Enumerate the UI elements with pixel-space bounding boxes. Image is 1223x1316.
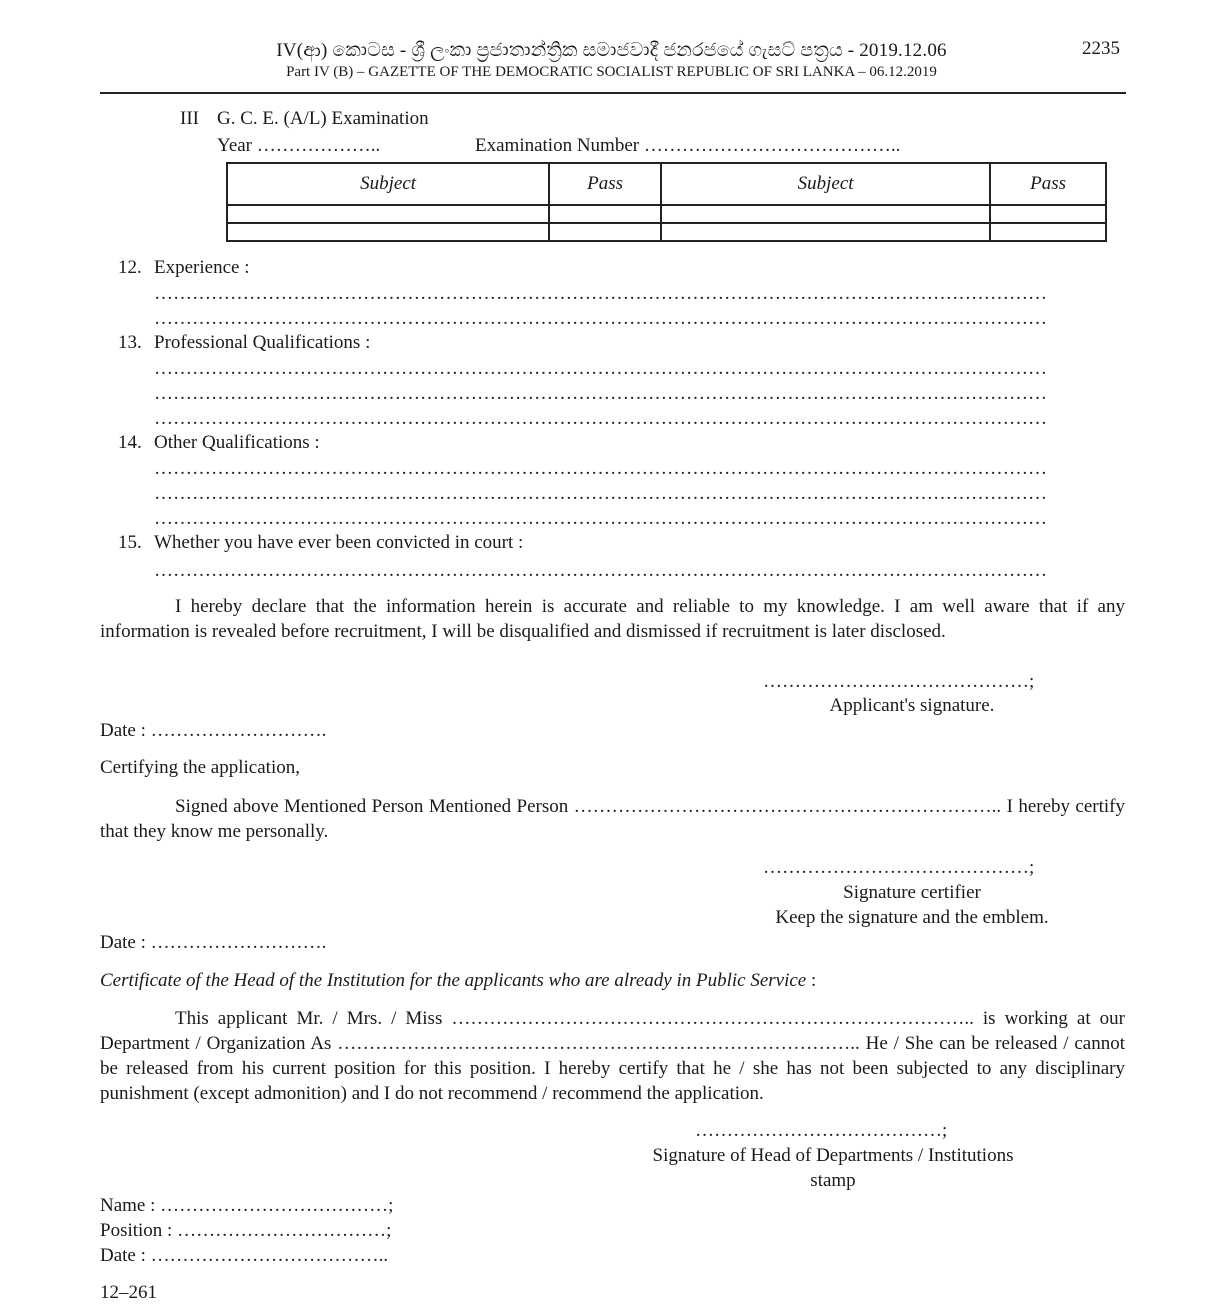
table-row [227, 223, 1106, 241]
table-cell[interactable] [990, 205, 1106, 223]
column-header-pass: Pass [549, 163, 661, 205]
header-divider [100, 92, 1126, 94]
head-certificate-paragraph [100, 1006, 1125, 1106]
section-13-number: 13. [118, 332, 142, 353]
section-14-number: 14. [118, 432, 142, 453]
table-cell[interactable] [227, 205, 549, 223]
certifier-signature-label: Signature certifier [843, 882, 981, 903]
head-certificate-heading-text: Certificate of the Head of the Institution for the applicants who are already in Public Service [100, 970, 807, 991]
professional-line[interactable]: …………………………………………………………………………………………………………………………… [154, 408, 1047, 429]
column-header-subject: Subject [227, 163, 549, 205]
table-row [227, 205, 1106, 223]
applicant-signature-line[interactable]: ……………………………………; [763, 671, 1035, 692]
professional-qualifications-label: Professional Qualifications : [154, 332, 371, 353]
section-12-number: 12. [118, 257, 142, 278]
professional-line[interactable]: …………………………………………………………………………………………………………………………… [154, 358, 1047, 379]
gce-al-year-field: Year ……………….. [217, 135, 381, 156]
table-cell[interactable] [549, 205, 661, 223]
applicant-date-field[interactable]: Date : ………………………. [100, 720, 327, 741]
head-position-field[interactable]: Position : ……………………………; [100, 1220, 392, 1241]
other-qualifications-label: Other Qualifications : [154, 432, 320, 453]
head-signature-line[interactable]: …………………………………; [695, 1120, 948, 1141]
applicant-signature-label: Applicant's signature. [829, 695, 995, 716]
other-line[interactable]: …………………………………………………………………………………………………………………………… [154, 483, 1047, 504]
convicted-line[interactable]: …………………………………………………………………………………………………………………………… [154, 560, 1047, 581]
stamp-label: stamp [810, 1170, 856, 1191]
experience-line[interactable]: …………………………………………………………………………………………………………………………… [154, 283, 1047, 304]
gce-al-results-table [226, 162, 1107, 242]
professional-line[interactable]: …………………………………………………………………………………………………………………………… [154, 383, 1047, 404]
section-15-number: 15. [118, 532, 142, 553]
other-line[interactable]: …………………………………………………………………………………………………………………………… [154, 508, 1047, 529]
certifier-paragraph [100, 794, 1125, 844]
head-signature-label: Signature of Head of Departments / Institutions [652, 1145, 1014, 1166]
certifier-text: Signed above Mentioned Person Mentioned Person ………………………………………………………….. I hereby certify that they know me personally. [100, 796, 1125, 842]
gce-al-title: G. C. E. (A/L) Examination [217, 108, 429, 129]
table-cell[interactable] [549, 223, 661, 241]
column-header-subject: Subject [661, 163, 990, 205]
other-line[interactable]: …………………………………………………………………………………………………………………………… [154, 458, 1047, 479]
table-cell[interactable] [990, 223, 1106, 241]
certifier-signature-note: Keep the signature and the emblem. [775, 907, 1049, 928]
gazette-header-english: Part IV (B) – GAZETTE OF THE DEMOCRATIC SOCIALIST REPUBLIC OF SRI LANKA – 06.12.2019 [286, 64, 937, 80]
head-certificate-text: This applicant Mr. / Mrs. / Miss ……………………………………………………………………….. is working at our Department / Organization As ……………………………………………………………………….. He / She can be released / cannot be released from his current position for this position. I hereby certify that he / she has not been subjected to any disciplinary punishment (except admonition) and I do not recommend / recommend the application. [100, 1008, 1125, 1104]
head-name-field[interactable]: Name : ………………………………; [100, 1195, 394, 1216]
declaration-text: I hereby declare that the information herein is accurate and reliable to my knowledge. I am well aware that if any information is revealed before recruitment, I will be disqualified and dismissed if recruitment is later disclosed. [100, 596, 1125, 642]
gazette-header-sinhala: IV(ආ) කොටස - ශ්‍රී ලංකා ප්‍රජාතාන්ත්‍රික සමාජවාදී ජනරජයේ ගැසට් පත්‍රය - 2019.12.06 [276, 40, 947, 61]
head-certificate-heading-colon: : [806, 970, 817, 991]
table-cell[interactable] [227, 223, 549, 241]
convicted-label: Whether you have ever been convicted in court : [154, 532, 524, 553]
head-certificate-heading [100, 970, 816, 992]
column-header-pass: Pass [990, 163, 1106, 205]
declaration-paragraph [100, 594, 1125, 644]
gce-al-exam-number-field: Examination Number ………………………………….. [475, 135, 901, 156]
head-date-field[interactable]: Date : ……………………………….. [100, 1245, 389, 1266]
table-header-row [227, 163, 1106, 205]
table-cell[interactable] [661, 223, 990, 241]
experience-line[interactable]: …………………………………………………………………………………………………………………………… [154, 308, 1047, 329]
page-number: 2235 [1082, 38, 1120, 59]
table-cell[interactable] [661, 205, 990, 223]
experience-label: Experience : [154, 257, 250, 278]
footer-code: 12–261 [100, 1282, 157, 1303]
certifier-signature-line[interactable]: ……………………………………; [763, 857, 1035, 878]
certifying-heading: Certifying the application, [100, 757, 300, 778]
certifier-date-field[interactable]: Date : ………………………. [100, 932, 327, 953]
gce-al-numeral: III [180, 108, 199, 129]
